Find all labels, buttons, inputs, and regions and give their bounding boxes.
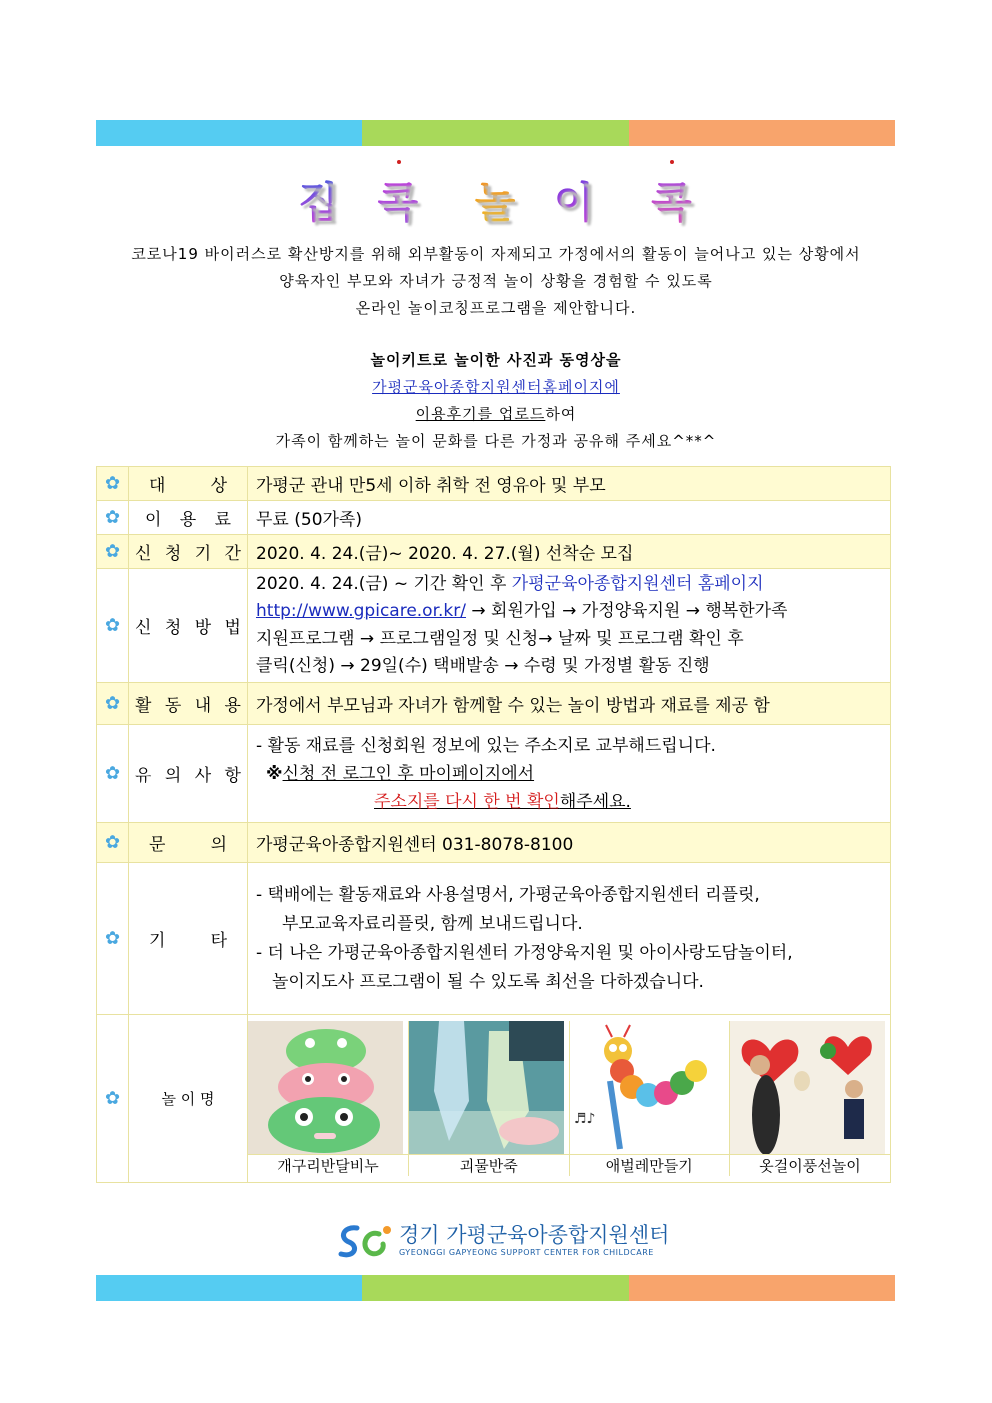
band-segment-green <box>362 120 628 146</box>
center-name-english: GYEONGGI GAPYEONG SUPPORT CENTER FOR CHILDCARE <box>399 1248 654 1257</box>
color-band-bottom <box>96 1275 895 1301</box>
intro-line: 놀이키트로 놀이한 사진과 동영상을 <box>370 351 622 369</box>
title-char: 놀 <box>475 170 518 230</box>
play-item <box>730 1021 891 1155</box>
band-segment-blue <box>96 1275 362 1301</box>
center-name: 경기 가평군육아종합지원센터 <box>399 1223 670 1247</box>
activity-value: 가정에서 부모님과 자녀가 함께할 수 있는 놀이 방법과 재료를 제공 함 <box>248 683 891 725</box>
band-segment-green <box>362 1275 628 1301</box>
center-logo <box>335 1222 669 1260</box>
play-item <box>248 1021 409 1155</box>
intro-text: 하여 <box>545 405 577 423</box>
flower-icon: ✿ <box>97 467 129 501</box>
play-item <box>569 1021 730 1155</box>
intro-line: 양육자인 부모와 자녀가 긍정적 놀이 상황을 경험할 수 있도록 <box>279 272 713 290</box>
page-title <box>0 170 992 230</box>
intro-line <box>0 403 992 424</box>
frog-soap-image <box>248 1021 403 1154</box>
play-item <box>409 1021 570 1155</box>
table-row <box>97 725 891 823</box>
flower-icon: ✿ <box>97 863 129 1015</box>
row-label: 이 용 료 <box>129 501 248 535</box>
program-info-table <box>96 466 891 1183</box>
notice-value: - 활동 재료를 신청회원 정보에 있는 주소지로 교부해드립니다. ※신청 전 로그인 후 마이페이지에서 주소지를 다시 한 번 확인해주세요. <box>248 725 891 823</box>
svg-text:♬♪: ♬♪ <box>573 1111 595 1127</box>
flower-icon: ✿ <box>97 683 129 725</box>
target-value: 가평군 관내 만5세 이하 취학 전 영유아 및 부모 <box>248 467 891 501</box>
flower-icon: ✿ <box>97 569 129 683</box>
upload-review-text: 이용후기를 업로드 <box>415 405 546 423</box>
table-row <box>97 501 891 535</box>
intro-line: 코로나19 바이러스로 확산방지를 위해 외부활동이 자제되고 가정에서의 활동이 늘어나고 있는 상황에서 <box>131 245 861 263</box>
row-label: 대 상 <box>129 467 248 501</box>
intro-line: 가족이 함께하는 놀이 문화를 다른 가정과 공유해 주세요^**^ <box>275 432 717 450</box>
center-logo-icon <box>335 1222 395 1260</box>
play-name: 애벌레만들기 <box>569 1155 730 1177</box>
play-name: 개구리반달비누 <box>248 1155 409 1177</box>
band-segment-orange <box>629 120 895 146</box>
hanger-balloon-image <box>730 1021 885 1154</box>
band-segment-blue <box>96 120 362 146</box>
row-label: 활 동 내 용 <box>129 683 248 725</box>
play-name: 옷걸이풍선놀이 <box>730 1155 891 1177</box>
flower-icon: ✿ <box>97 501 129 535</box>
play-name: 괴물반죽 <box>409 1155 570 1177</box>
row-label: 문 의 <box>129 823 248 863</box>
intro-line: 온라인 놀이코칭프로그램을 제안합니다. <box>355 299 637 317</box>
contact-value: 가평군육아종합지원센터 031-8078-8100 <box>248 823 891 863</box>
flower-icon: ✿ <box>97 725 129 823</box>
homepage-url-link[interactable]: http://www.gpicare.or.kr/ <box>256 601 466 621</box>
row-label: 놀 이 명 <box>129 1015 248 1183</box>
title-char: 콕 <box>651 170 694 230</box>
homepage-text: 가평군육아종합지원센터 홈페이지 <box>511 573 764 594</box>
title-char: 집 <box>298 170 341 230</box>
row-label: 기 타 <box>129 863 248 1015</box>
fee-value: 무료 (50가족) <box>248 501 891 535</box>
table-row <box>97 1015 891 1183</box>
table-row <box>97 467 891 501</box>
row-label: 신 청 방 법 <box>129 569 248 683</box>
band-segment-orange <box>629 1275 895 1301</box>
etc-value: - 택배에는 활동재료와 사용설명서, 가평군육아종합지원센터 리플릿, 부모교육자료리플릿, 함께 보내드립니다. - 더 나은 가평군육아종합지원센터 가정양육지원 및 아이사랑도담놀이터, 놀이지도사 프로그램이 될 수 있도록 최선을 다하겠습니다. <box>248 863 891 1015</box>
row-label: 신 청 기 간 <box>129 535 248 569</box>
flower-icon: ✿ <box>97 535 129 569</box>
period-value: 2020. 4. 24.(금)~ 2020. 4. 27.(월) 선착순 모집 <box>248 535 891 569</box>
intro-line <box>0 376 992 397</box>
caterpillar-image <box>570 1021 725 1154</box>
table-row <box>97 823 891 863</box>
table-row <box>97 535 891 569</box>
color-band-top <box>96 120 895 146</box>
method-value: 2020. 4. 24.(금) ~ 기간 확인 후 가평군육아종합지원센터 홈페이지 http://www.gpicare.or.kr/ → 회원가입 → 가정양육지원 → 행복한가족 지원프로그램 → 프로그램일정 및 신청→ 날짜 및 프로그램 확인 후 클릭(신청) → 29일(수) 택배발송 → 수령 및 가정별 활동 진행 <box>248 569 891 683</box>
table-row <box>97 863 891 1015</box>
flower-icon: ✿ <box>97 1015 129 1183</box>
title-char: 콕 <box>378 170 421 230</box>
table-row <box>97 569 891 683</box>
slime-image <box>409 1021 564 1154</box>
play-gallery <box>248 1015 891 1183</box>
row-label: 유 의 사 항 <box>129 725 248 823</box>
flower-icon: ✿ <box>97 823 129 863</box>
table-row <box>97 683 891 725</box>
title-char: 이 <box>554 170 597 230</box>
homepage-link[interactable]: 가평군육아종합지원센터홈페이지에 <box>372 378 620 396</box>
